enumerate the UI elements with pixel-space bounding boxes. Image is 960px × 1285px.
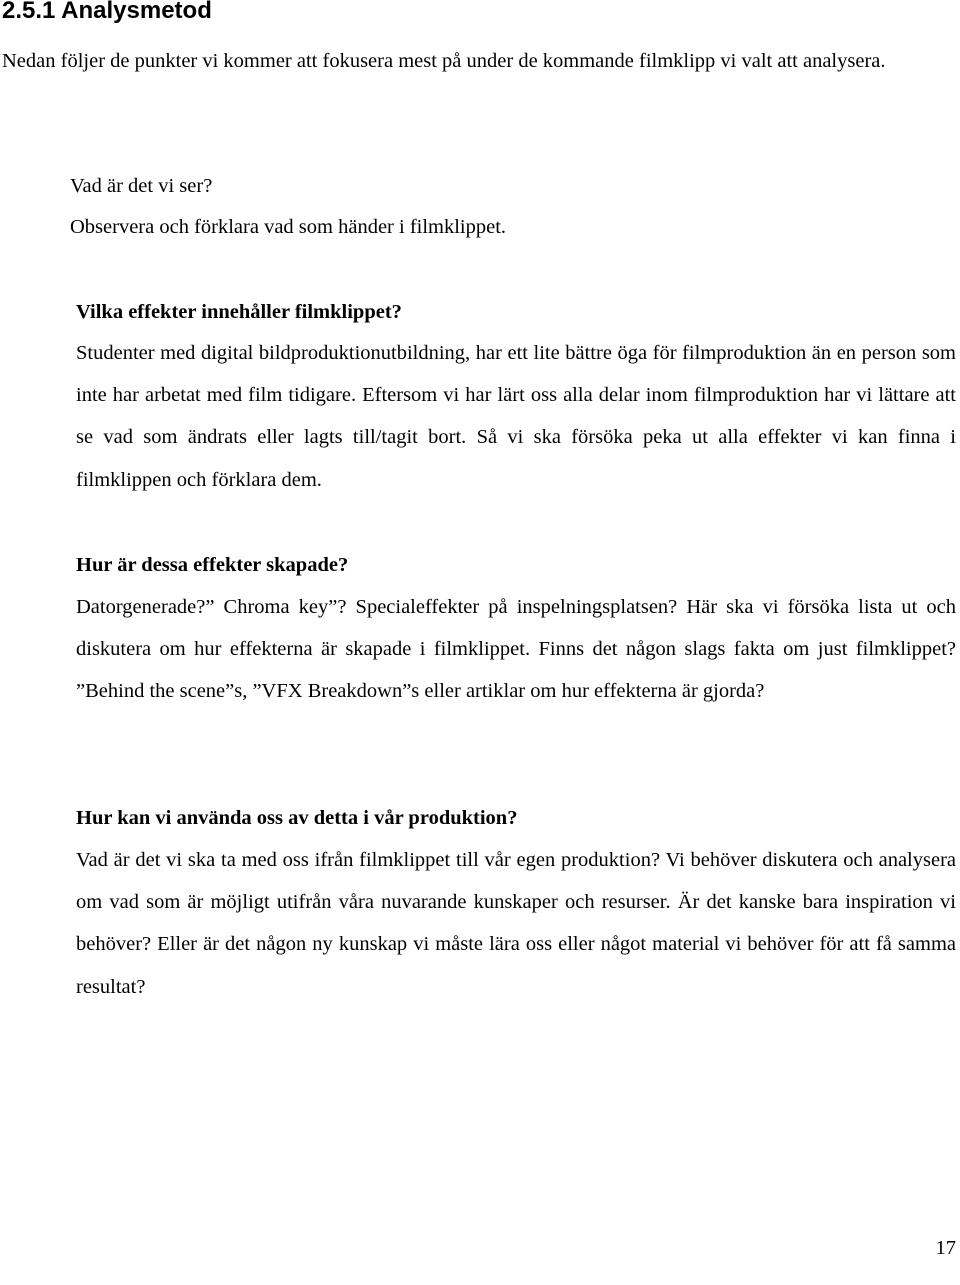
- intro-paragraph: Nedan följer de punkter vi kommer att fokusera mest på under de kommande filmklipp vi valt att analysera.: [2, 50, 886, 72]
- point-use-title: Hur kan vi använda oss av detta i vår produktion?: [76, 807, 518, 829]
- section-heading: 2.5.1 Analysmetod: [2, 0, 212, 24]
- point-effects-text: Studenter med digital bildproduktionutbildning, har ett lite bättre öga för filmproduktion än en person som inte har arbetat med film tidigare. Eftersom vi har lärt oss alla delar inom filmproduktion har vi lättare att se vad som ändrats eller lagts till/tagit bort. Så vi ska försöka peka ut alla effekter vi kan finna i filmklippen och förklara dem.: [76, 342, 956, 491]
- page-number: 17: [935, 1237, 956, 1259]
- point-see-title: Vad är det vi ser?: [70, 175, 213, 197]
- point-created-text: Datorgenerade?” Chroma key”? Specialeffekter på inspelningsplatsen? Här ska vi försöka lista ut och diskutera om hur effekterna är skapade i filmklippet. Finns det någon slags fakta om just filmklippet? ”Behind the scene”s, ”VFX Breakdown”s eller artiklar om hur effekterna är gjorda?: [76, 596, 956, 703]
- point-see-text: Observera och förklara vad som händer i filmklippet.: [70, 216, 507, 238]
- point-effects-title: Vilka effekter innehåller filmklippet?: [76, 301, 402, 323]
- point-created-title: Hur är dessa effekter skapade?: [76, 554, 349, 576]
- point-use-text: Vad är det vi ska ta med oss ifrån filmklippet till vår egen produktion? Vi behöver diskutera och analysera om vad som är möjligt utifrån våra nuvarande kunskaper och resurser. Är det kanske bara inspiration vi behöver? Eller är det någon ny kunskap vi måste lära oss eller något material vi behöver för att få samma resultat?: [76, 849, 956, 998]
